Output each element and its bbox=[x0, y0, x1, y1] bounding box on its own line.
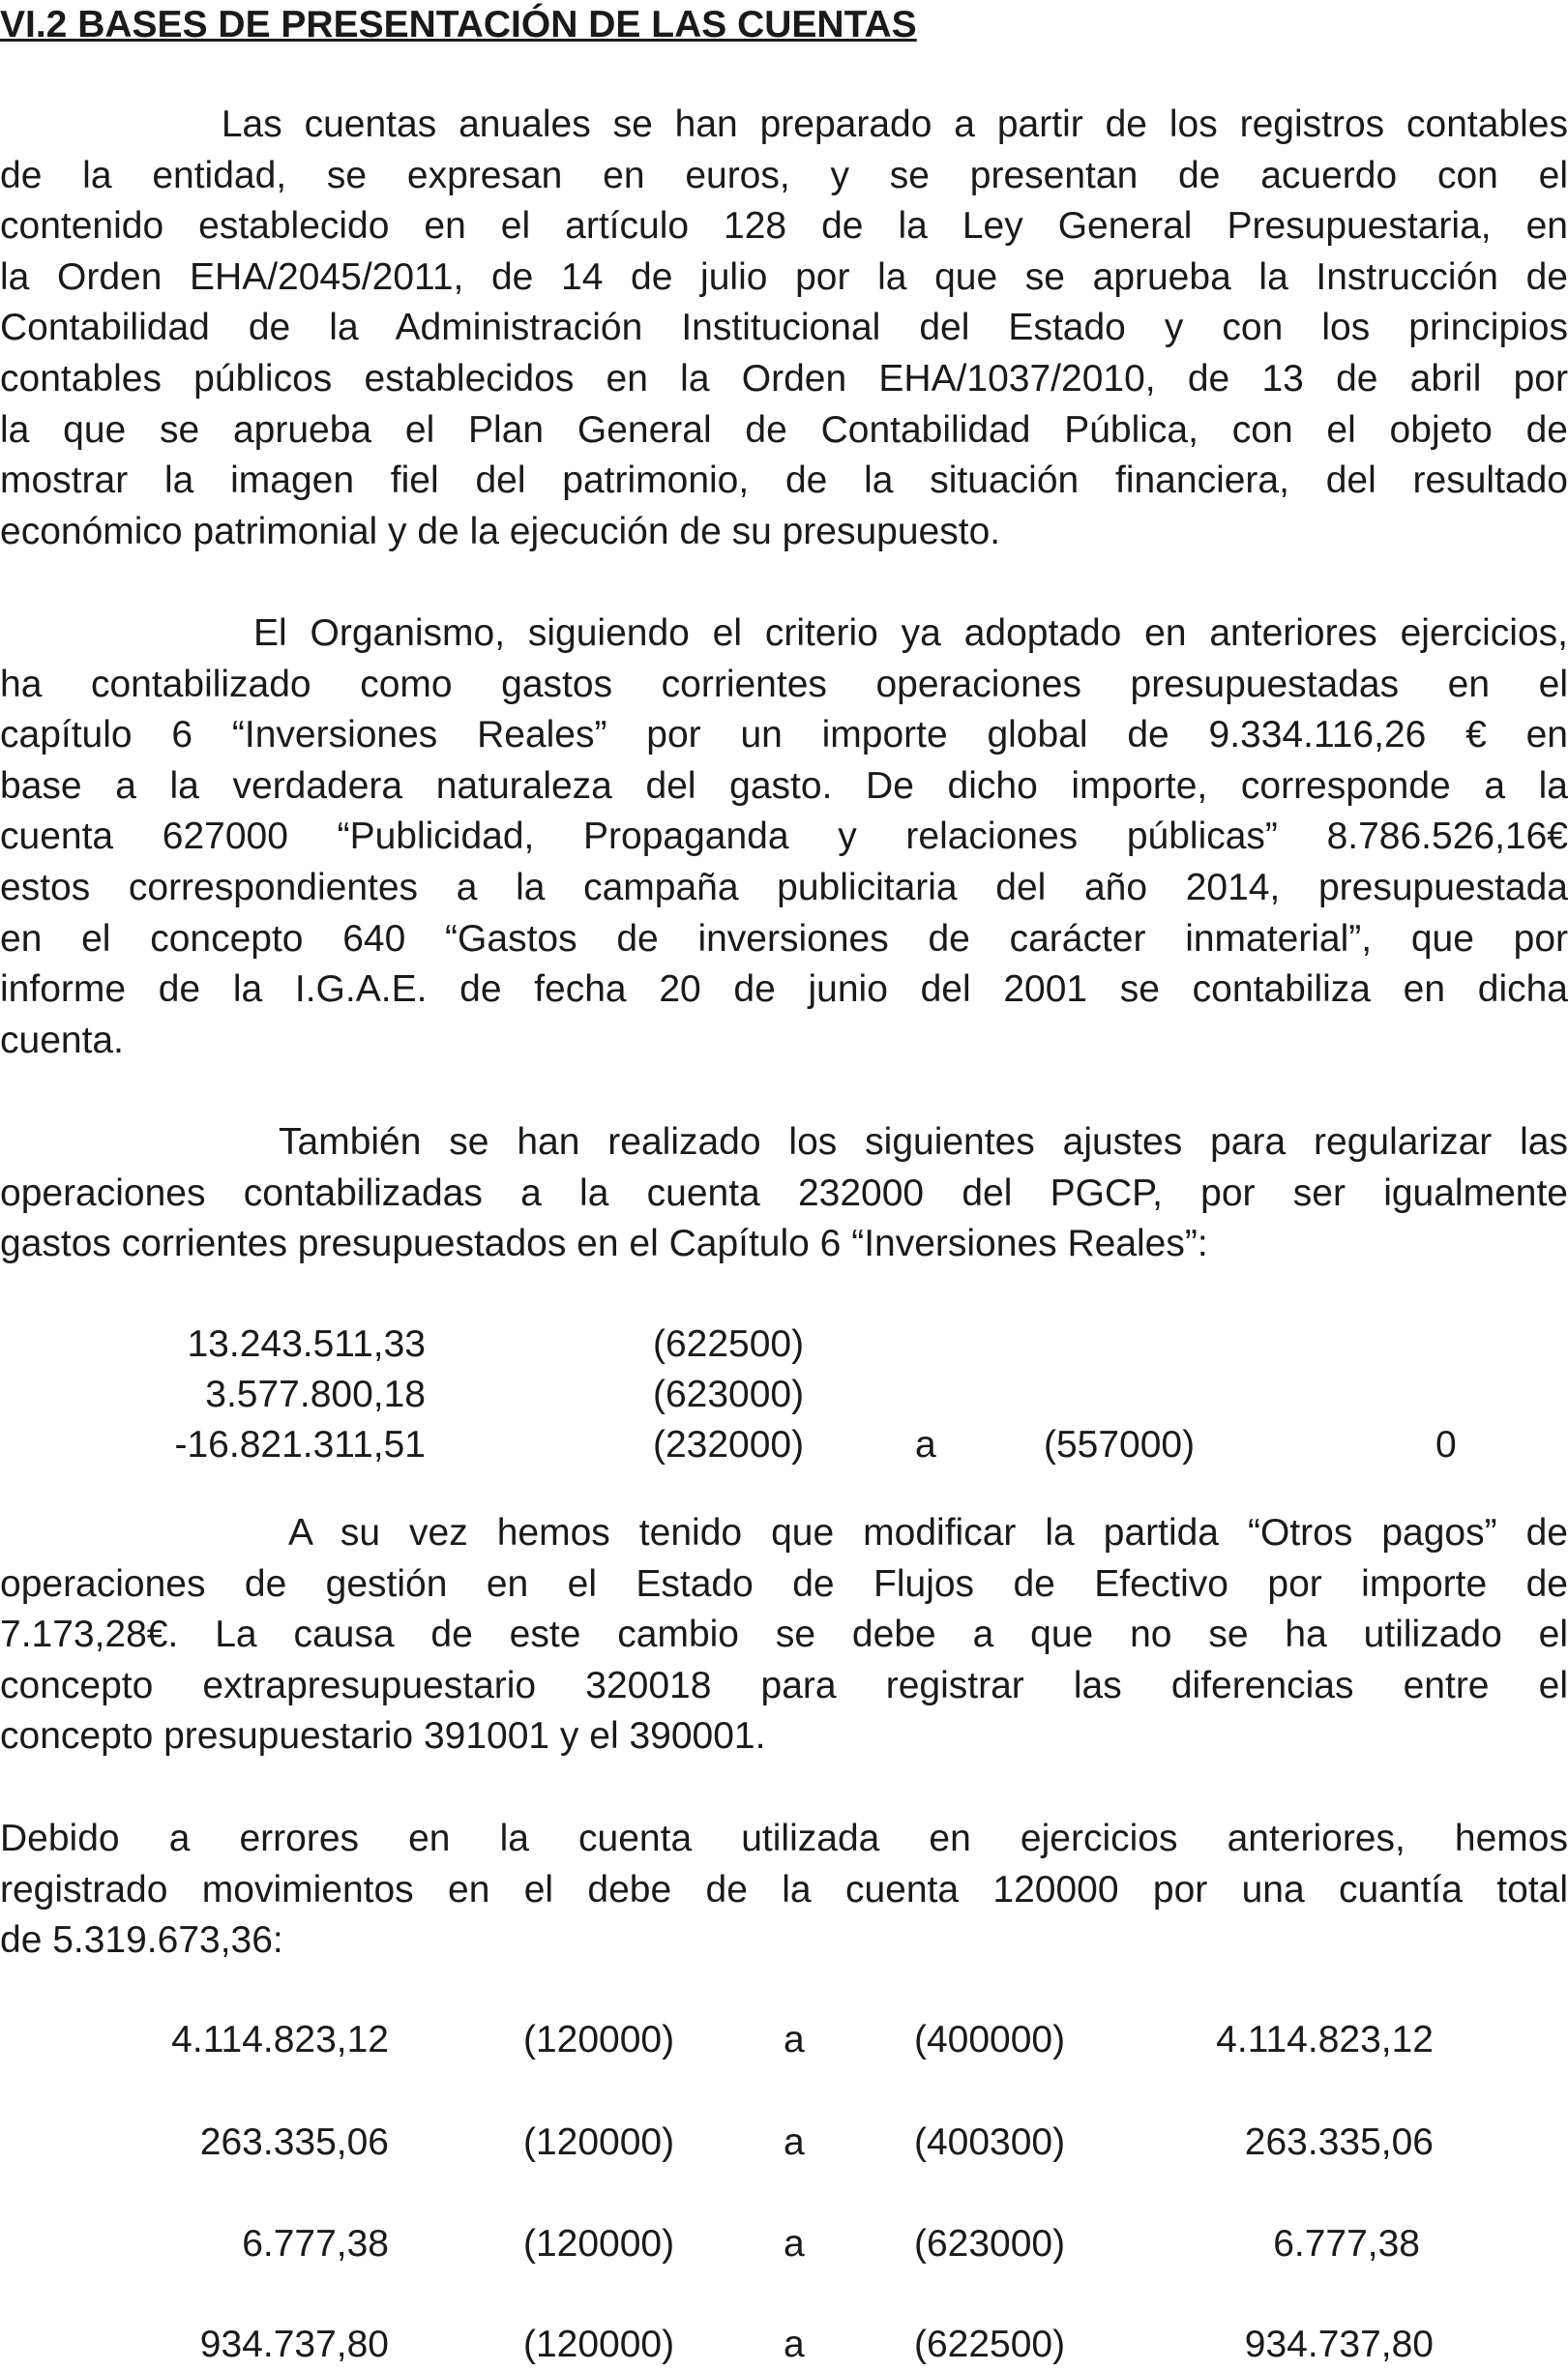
entry-result: 6.777,38 bbox=[1273, 2223, 1420, 2265]
entry-result: 0 bbox=[1435, 1424, 1457, 1466]
entry-result: 263.335,06 bbox=[1244, 2121, 1434, 2163]
paragraph-line: ha contabilizado como gastos corrientes operaciones presupuestadas en el bbox=[0, 663, 1568, 705]
entry-counter-account: (623000) bbox=[914, 2223, 1066, 2265]
entry-connector: a bbox=[915, 1424, 936, 1466]
entry-amount: 263.335,06 bbox=[199, 2121, 389, 2163]
paragraph-line: Contabilidad de la Administración Institucional del Estado y con los principios bbox=[0, 307, 1568, 349]
entry-account: (623000) bbox=[653, 1374, 805, 1415]
paragraph-organismo bbox=[0, 608, 1568, 1066]
paragraph-line: Las cuentas anuales se han preparado a partir de los registros contables bbox=[0, 104, 1568, 145]
paragraph-line: contables públicos establecidos en la Orden EHA/1037/2010, de 13 de abril por bbox=[0, 357, 1568, 400]
entry-result: 934.737,80 bbox=[1244, 2324, 1434, 2365]
entry-amount: 934.737,80 bbox=[199, 2324, 389, 2365]
paragraph-line: informe de la I.G.A.E. de fecha 20 de junio del 2001 se contabiliza en dicha bbox=[0, 968, 1568, 1011]
paragraph-line: cuenta 627000 “Publicidad, Propaganda y relaciones públicas” 8.786.526,16€ bbox=[0, 815, 1568, 858]
paragraph-ajustes bbox=[0, 1117, 1568, 1270]
paragraph-otros-pagos bbox=[0, 1508, 1568, 1763]
paragraph-line: en el concepto 640 “Gastos de inversiones de carácter inmaterial”, que por bbox=[0, 917, 1568, 960]
paragraph-line: Debido a errores en la cuenta utilizada en ejercicios anteriores, hemos bbox=[0, 1818, 1568, 1859]
entry-connector: a bbox=[784, 2121, 805, 2163]
paragraph-line: concepto extrapresupuestario 320018 para registrar las diferencias entre el bbox=[0, 1664, 1568, 1706]
paragraph-line: estos correspondientes a la campaña publicitaria del año 2014, presupuestada bbox=[0, 866, 1568, 908]
paragraph-line: registrado movimientos en el debe de la cuenta 120000 por una cuantía total bbox=[0, 1868, 1568, 1911]
entry-account: (120000) bbox=[523, 2324, 675, 2365]
paragraph-line: 7.173,28€. La causa de este cambio se debe a que no se ha utilizado el bbox=[0, 1614, 1568, 1656]
entry-counter-account: (400300) bbox=[914, 2121, 1066, 2163]
paragraph-line: concepto presupuestario 391001 y el 390001. bbox=[0, 1715, 766, 1758]
entry-amount: 3.577.800,18 bbox=[205, 1374, 426, 1415]
paragraph-line: la Orden EHA/2045/2011, de 14 de julio por la que se aprueba la Instrucción de bbox=[0, 255, 1568, 298]
paragraph-line: contenido establecido en el artículo 128 de la Ley General Presupuestaria, en bbox=[0, 205, 1568, 248]
entry-counter-account: (622500) bbox=[914, 2324, 1066, 2365]
entry-account: (232000) bbox=[653, 1424, 805, 1466]
entry-connector: a bbox=[784, 2324, 805, 2365]
paragraph-errores bbox=[0, 1814, 1568, 1967]
section-heading: VI.2 BASES DE PRESENTACIÓN DE LAS CUENTAS bbox=[0, 4, 917, 45]
entry-account: (622500) bbox=[653, 1323, 805, 1365]
entry-amount: 4.114.823,12 bbox=[171, 2019, 389, 2060]
entry-counter-account: (557000) bbox=[1044, 1424, 1196, 1466]
paragraph-line: A su vez hemos tenido que modificar la partida “Otros pagos” de bbox=[0, 1512, 1568, 1554]
paragraph-line: la que se aprueba el Plan General de Contabilidad Pública, con el objeto de bbox=[0, 408, 1568, 451]
entry-connector: a bbox=[784, 2223, 805, 2265]
paragraph-line: económico patrimonial y de la ejecución de su presupuesto. bbox=[0, 510, 1001, 552]
paragraph-line: gastos corrientes presupuestados en el Capítulo 6 “Inversiones Reales”: bbox=[0, 1223, 1208, 1265]
entry-account: (120000) bbox=[523, 2019, 675, 2060]
paragraph-line: El Organismo, siguiendo el criterio ya adoptado en anteriores ejercicios, bbox=[0, 612, 1568, 654]
paragraph-line: de 5.319.673,36: bbox=[0, 1919, 283, 1962]
entry-amount: 13.243.511,33 bbox=[187, 1323, 426, 1365]
paragraph-line: También se han realizado los siguientes ajustes para regularizar las bbox=[0, 1121, 1568, 1163]
paragraph-line: capítulo 6 “Inversiones Reales” por un importe global de 9.334.116,26 € en bbox=[0, 714, 1568, 756]
paragraph-line: mostrar la imagen fiel del patrimonio, de la situación financiera, del resultado bbox=[0, 459, 1568, 502]
entry-amount: 6.777,38 bbox=[242, 2223, 389, 2265]
entry-counter-account: (400000) bbox=[914, 2019, 1066, 2060]
paragraph-line: operaciones de gestión en el Estado de Flujos de Efectivo por importe de bbox=[0, 1562, 1568, 1605]
paragraph-line: cuenta. bbox=[0, 1019, 124, 1061]
paragraph-accounts-basis bbox=[0, 100, 1568, 557]
entry-connector: a bbox=[784, 2019, 805, 2060]
entry-account: (120000) bbox=[523, 2223, 675, 2265]
entry-account: (120000) bbox=[523, 2121, 675, 2163]
paragraph-line: base a la verdadera naturaleza del gasto. De dicho importe, corresponde a la bbox=[0, 764, 1568, 807]
entry-result: 4.114.823,12 bbox=[1216, 2019, 1434, 2060]
paragraph-line: operaciones contabilizadas a la cuenta 232000 del PGCP, por ser igualmente bbox=[0, 1171, 1568, 1214]
entry-amount: -16.821.311,51 bbox=[174, 1424, 426, 1466]
paragraph-line: de la entidad, se expresan en euros, y se presentan de acuerdo con el bbox=[0, 154, 1568, 196]
